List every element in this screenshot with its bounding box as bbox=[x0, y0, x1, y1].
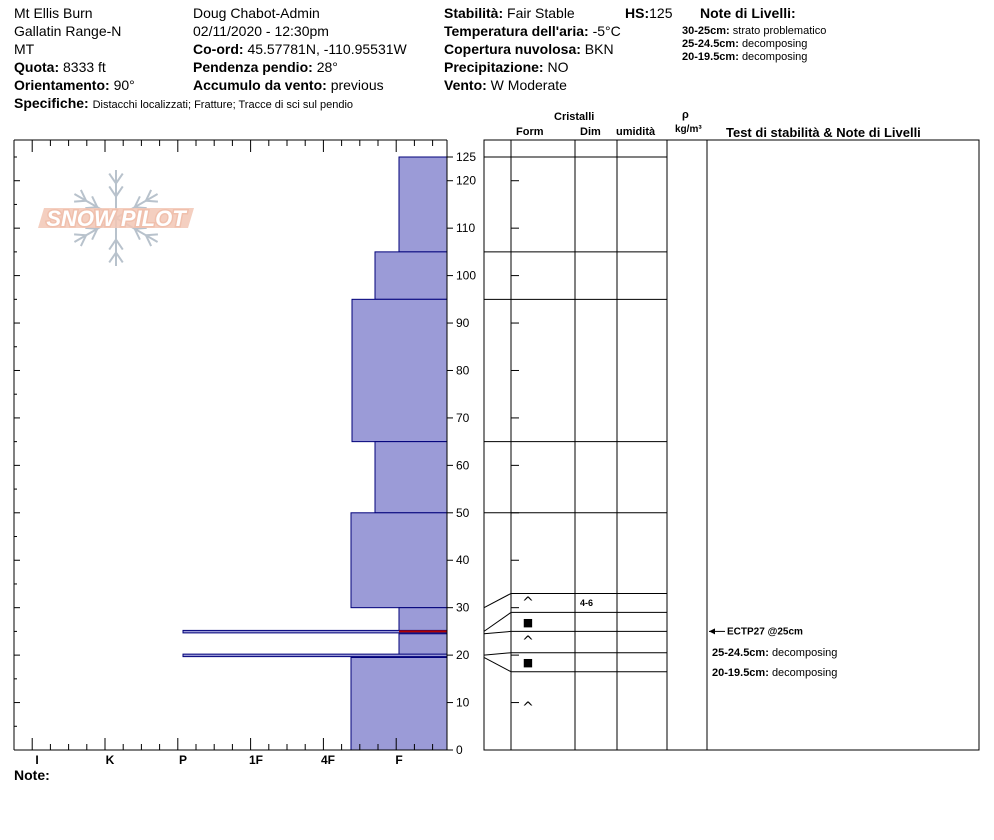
snowflake-branch bbox=[116, 240, 123, 250]
hardness-tick-label: P bbox=[178, 753, 188, 767]
hardness-bar bbox=[183, 654, 447, 657]
snowflake-branch bbox=[74, 234, 86, 235]
snowflake-branch bbox=[116, 253, 123, 263]
layer-test-note bbox=[712, 667, 837, 679]
slope-value: 28° bbox=[316, 59, 338, 75]
wind-value: W Moderate bbox=[490, 77, 567, 93]
layer-note-depth: 25-24.5cm: bbox=[682, 38, 739, 50]
wind-loading-value: previous bbox=[330, 77, 384, 93]
depth-tick-label: 10 bbox=[456, 695, 470, 710]
hardness-tick-label: F bbox=[395, 753, 403, 767]
layer-note-text: strato problematico bbox=[732, 25, 827, 37]
layer-notes-title: Note di Livelli: bbox=[700, 5, 796, 21]
layer-test-note-depth: 20-19.5cm: bbox=[712, 667, 772, 679]
coord-value: 45.57781N, -110.95531W bbox=[247, 41, 407, 57]
layer-test-note-text: decomposing bbox=[771, 647, 838, 659]
depth-tick-label: 70 bbox=[456, 410, 470, 425]
depth-tick-label: 100 bbox=[456, 268, 477, 283]
crystal-size: 4-6 bbox=[580, 597, 594, 608]
depth-tick-label: 0 bbox=[456, 743, 463, 757]
depth-leader-line bbox=[484, 612, 511, 631]
depth-leader-line bbox=[484, 593, 511, 607]
aspect-label: Orientamento: bbox=[14, 77, 110, 93]
depth-hoar-symbol: ^ bbox=[522, 634, 534, 651]
coord-label: Co-ord: bbox=[193, 41, 244, 57]
stability-label: Stabilità: bbox=[444, 5, 504, 21]
aspect-value: 90° bbox=[113, 77, 135, 93]
elevation-value: 8333 ft bbox=[63, 59, 106, 75]
stability-test-note: ECTP27 @25cm bbox=[727, 626, 803, 638]
precip-label: Precipitazione: bbox=[444, 59, 544, 75]
specifics-value: Distacchi localizzati; Fratture; Tracce di sci sul pendio bbox=[92, 99, 354, 111]
stability-value: Fair Stable bbox=[507, 5, 575, 21]
hs-label: HS: bbox=[625, 5, 650, 21]
depth-tick-label: 125 bbox=[456, 150, 477, 164]
snowflake-branch bbox=[109, 240, 116, 250]
datetime: 02/11/2020 - 12:30pm bbox=[193, 23, 329, 39]
depth-tick-label: 50 bbox=[456, 505, 470, 520]
melt-form-symbol: ■ bbox=[522, 615, 534, 629]
hardness-bar bbox=[351, 657, 447, 750]
snowpilot-watermark bbox=[38, 170, 194, 266]
depth-tick-label: 110 bbox=[456, 221, 476, 236]
depth-tick-label: 90 bbox=[456, 316, 470, 331]
air-temp-label: Temperatura dell'aria: bbox=[444, 23, 589, 39]
depth-leader-line bbox=[484, 653, 511, 655]
crystals-header: Cristalli bbox=[554, 111, 595, 123]
specifics-label: Specifiche: bbox=[14, 95, 89, 111]
hardness-tick-label: 4F bbox=[320, 753, 336, 767]
elevation-label: Quota: bbox=[14, 59, 60, 75]
sky-value: BKN bbox=[584, 41, 614, 57]
hardness-bar bbox=[375, 442, 447, 513]
sky-label: Copertura nuvolosa: bbox=[444, 41, 581, 57]
hardness-bar bbox=[352, 299, 447, 441]
air-temp-value: -5°C bbox=[592, 23, 621, 39]
depth-tick-label: 40 bbox=[456, 553, 470, 568]
layer-test-note-text: decomposing bbox=[771, 667, 838, 679]
depth-leader-line bbox=[484, 657, 511, 671]
snowflake-branch bbox=[116, 186, 123, 196]
snowflake-branch bbox=[109, 253, 116, 263]
depth-tick-label: 20 bbox=[456, 648, 470, 663]
hs-value: 125 bbox=[649, 5, 673, 21]
hardness-bar bbox=[399, 608, 447, 632]
test-arrow-head bbox=[709, 628, 715, 634]
layer-test-note-depth: 25-24.5cm: bbox=[712, 647, 772, 659]
depth-hoar-symbol: ^ bbox=[522, 594, 534, 611]
snowflake-branch bbox=[109, 186, 116, 196]
hardness-bar bbox=[351, 513, 447, 608]
moisture-header: umidità bbox=[616, 126, 656, 138]
layer-note-text: decomposing bbox=[741, 51, 808, 63]
density-unit-header: kg/m³ bbox=[675, 124, 702, 135]
snowflake-branch bbox=[109, 174, 116, 184]
snowflake-branch bbox=[116, 174, 123, 184]
hardness-tick-label: 1F bbox=[248, 753, 264, 767]
wind-label: Vento: bbox=[444, 77, 487, 93]
depth-hoar-symbol: ^ bbox=[522, 700, 534, 716]
rho-header: ρ bbox=[682, 109, 689, 121]
depth-tick-label: 120 bbox=[456, 173, 477, 188]
tests-notes-header: Test di stabilità & Note di Livelli bbox=[726, 125, 921, 140]
location: Mt Ellis Burn bbox=[14, 5, 93, 21]
observer: Doug Chabot-Admin bbox=[193, 5, 320, 21]
watermark-text: SNOW PILOT bbox=[46, 206, 186, 231]
snowflake-branch bbox=[74, 201, 86, 202]
depth-tick-label: 30 bbox=[456, 600, 470, 615]
layer-note-depth: 20-19.5cm: bbox=[682, 51, 739, 63]
melt-form-symbol: ■ bbox=[522, 656, 534, 670]
snowflake-branch bbox=[146, 234, 158, 235]
hardness-tick-label: I bbox=[35, 753, 39, 767]
precip-value: NO bbox=[547, 59, 569, 75]
note-label: Note: bbox=[14, 767, 50, 783]
size-header: Dim bbox=[580, 126, 601, 138]
depth-leader-line bbox=[484, 631, 511, 633]
hardness-bar bbox=[399, 634, 447, 655]
range: Gallatin Range-N bbox=[14, 23, 122, 39]
hardness-tick-label: K bbox=[105, 753, 115, 767]
wind-loading-label: Accumulo da vento: bbox=[193, 77, 327, 93]
layer-note-depth: 30-25cm: bbox=[682, 25, 730, 37]
layer-test-note bbox=[712, 647, 837, 659]
form-header: Form bbox=[516, 126, 544, 138]
hardness-bar bbox=[375, 252, 447, 299]
hardness-bar bbox=[399, 157, 447, 252]
snowflake-branch bbox=[146, 201, 158, 202]
depth-tick-label: 80 bbox=[456, 363, 470, 378]
slope-label: Pendenza pendio: bbox=[193, 59, 313, 75]
state: MT bbox=[14, 41, 35, 57]
depth-tick-label: 60 bbox=[456, 458, 470, 473]
layer-note-text: decomposing bbox=[741, 38, 808, 50]
